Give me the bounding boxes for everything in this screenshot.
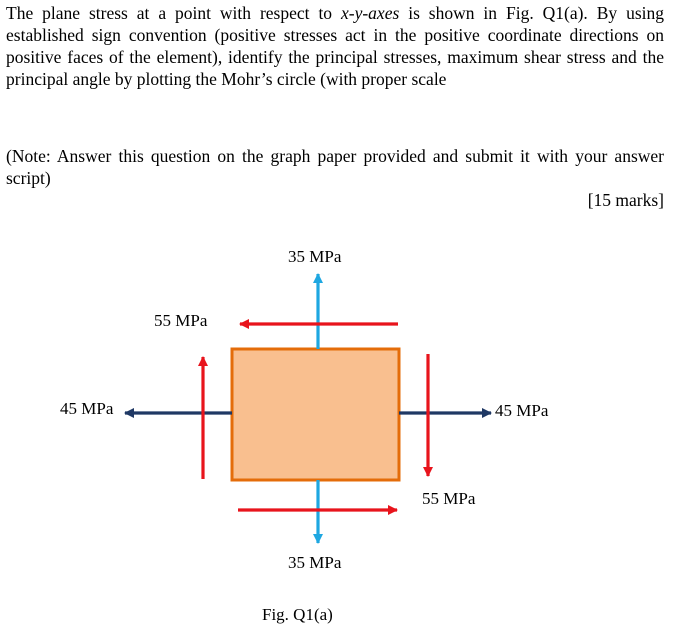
label-normal-bottom: 35 MPa [288,553,342,572]
question-text-part1: The plane stress at a point with respect to [6,3,341,23]
stress-element [232,349,399,480]
label-normal-right: 45 MPa [495,401,549,420]
label-shear-right: 55 MPa [422,489,476,508]
label-shear-top: 55 MPa [154,311,208,330]
question-text-part2: is shown in Fig. Q1(a). By using established sign convention (positive stresses act in the positive coordinate directions on positive faces of the element), identify the principal stresses, maximum shear stress and the principal angle by plotting the Mohr’s circle (with proper scale [6,3,665,89]
figure-caption: Fig. Q1(a) [262,605,333,624]
note-text: (Note: Answer this question on the graph paper provided and submit it with your answer script) [6,146,664,188]
question-axes-term: x-y-axes [340,3,400,23]
marks-label: [15 marks] [587,190,664,210]
label-normal-top: 35 MPa [288,247,342,266]
label-normal-left: 45 MPa [60,399,114,418]
